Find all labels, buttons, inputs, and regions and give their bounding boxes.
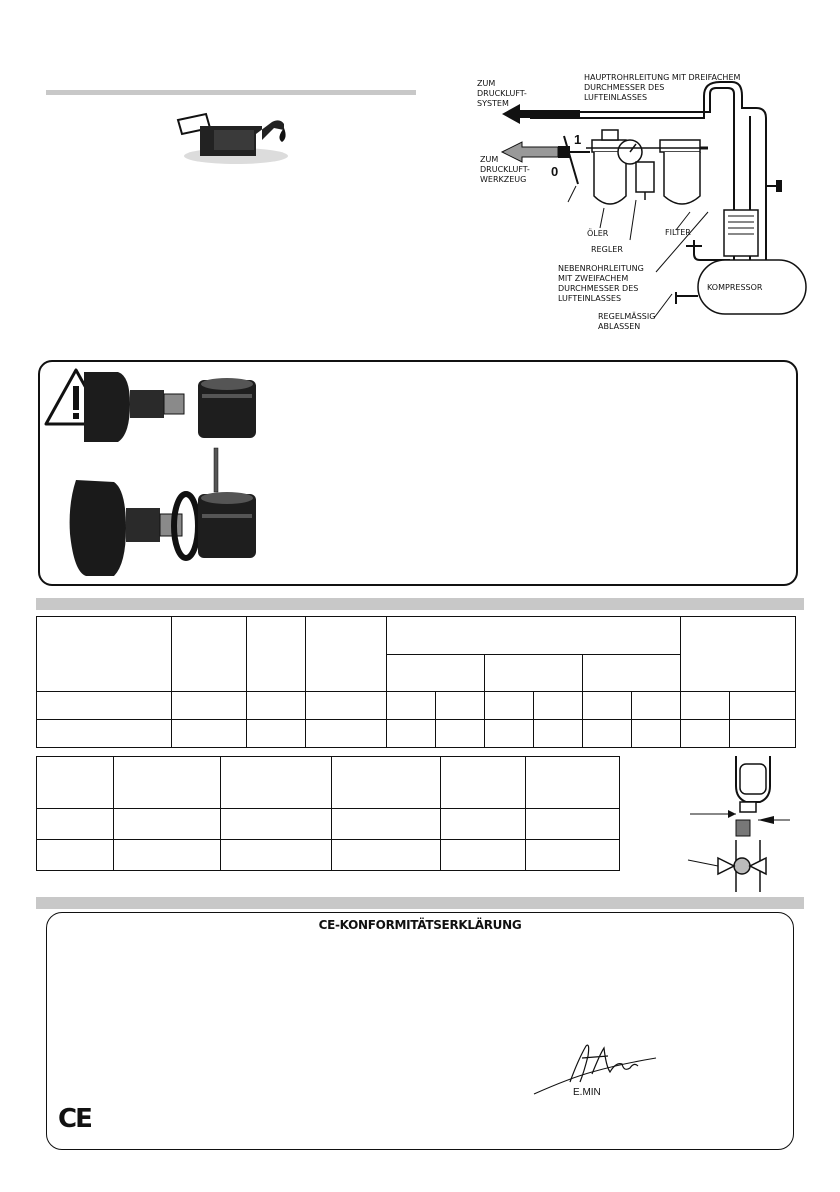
- tool-dimension-illustration: [680, 756, 790, 892]
- spec-table: [36, 616, 796, 748]
- label-to-system: ZUM DRUCKLUFT- SYSTEM: [477, 79, 527, 108]
- label-main-pipe: HAUPTROHRLEITUNG MIT DREIFACHEM DURCHMESSER DES LUFTEINLASSES: [584, 73, 741, 102]
- ce-mark-logo: CE: [58, 1104, 91, 1134]
- section-rule-specs: [36, 598, 804, 610]
- spec-table-secondary: [36, 756, 620, 871]
- socket-assembly-illustration: [64, 364, 290, 584]
- label-filter: FILTER: [665, 228, 691, 237]
- valve-position-on: 1: [574, 132, 582, 147]
- label-regulator: REGLER: [591, 245, 623, 254]
- air-system-diagram: [480, 60, 820, 350]
- oil-can-icon: [170, 106, 300, 170]
- label-to-tool: ZUM DRUCKLUFT- WERKZEUG: [480, 155, 530, 184]
- section-rule-top: [46, 90, 416, 95]
- section-rule-declaration: [36, 897, 804, 909]
- valve-position-off: 0: [551, 164, 559, 179]
- label-branch-pipe: NEBENROHRLEITUNG MIT ZWEIFACHEM DURCHMESSER DES LUFTEINLASSES: [558, 264, 644, 303]
- signer-name: E.MIN: [573, 1087, 601, 1098]
- declaration-title: CE-KONFORMITÄTSERKLÄRUNG: [318, 918, 522, 932]
- declaration-box: [46, 912, 794, 1150]
- label-drain: REGELMÄSSIG ABLASSEN: [598, 312, 656, 331]
- label-compressor: KOMPRESSOR: [707, 283, 763, 292]
- label-oiler: ÖLER: [587, 229, 609, 238]
